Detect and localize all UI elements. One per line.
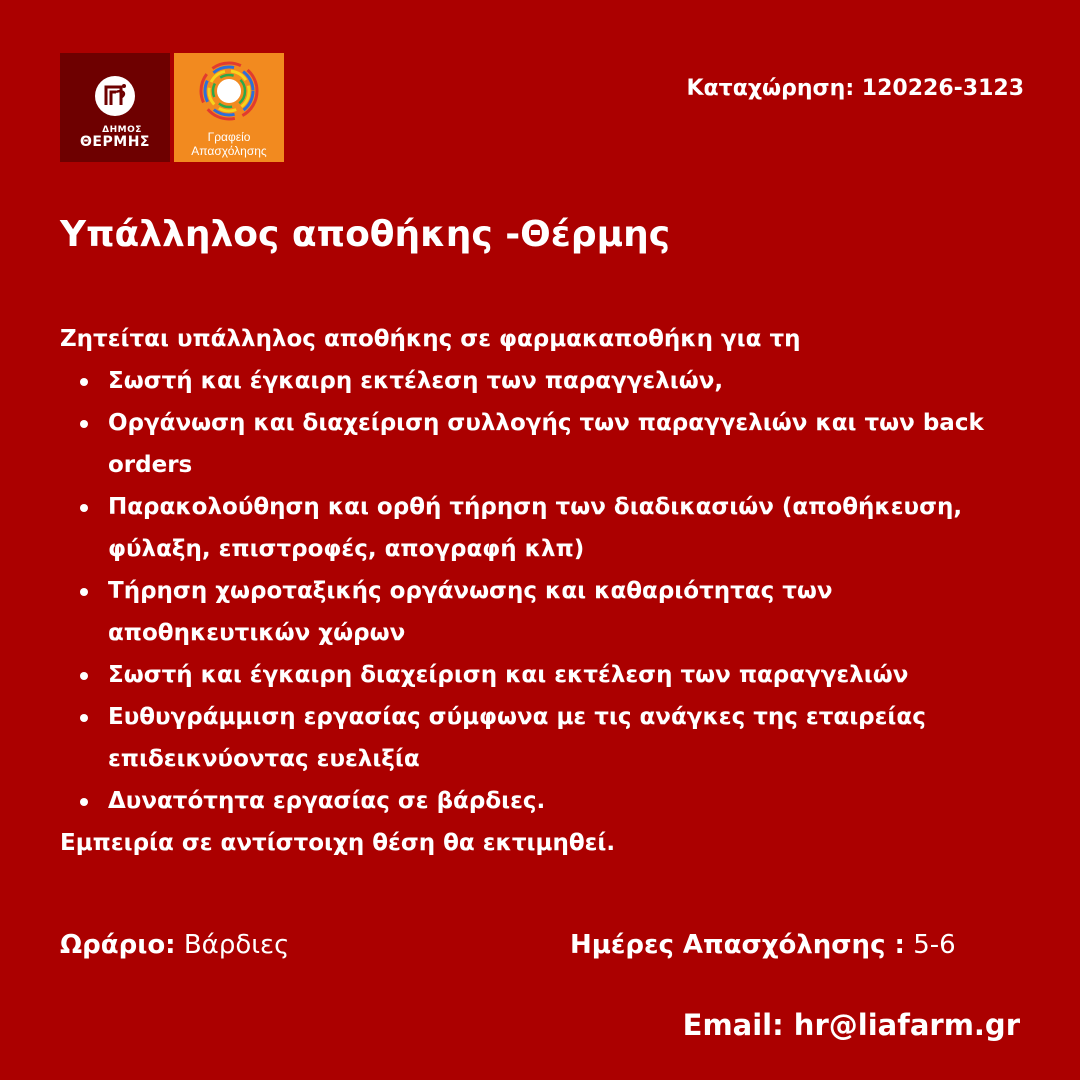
- duty-item: Δυνατότητα εργασίας σε βάρδιες.: [108, 780, 1000, 822]
- municipality-logo: [60, 53, 170, 162]
- municipality-label-big: ΘΕΡΜΗΣ: [80, 134, 150, 150]
- job-description: [60, 318, 1000, 864]
- duty-item: Παρακολούθηση και ορθή τήρηση των διαδικασιών (αποθήκευση, φύλαξη, επιστροφές, απογραφή κλπ): [108, 486, 1000, 570]
- description-outro: Εμπειρία σε αντίστοιχη θέση θα εκτιμηθεί.: [60, 830, 616, 856]
- municipality-emblem-icon: [94, 75, 136, 117]
- duties-list: [60, 360, 1000, 822]
- registration-number: Καταχώρηση: 120226-3123: [686, 76, 1024, 101]
- schedule-value: Βάρδιες: [175, 930, 290, 960]
- duty-item: Ευθυγράμμιση εργασίας σύμφωνα με τις ανάγκες της εταιρείας επιδεικνύοντας ευελιξία: [108, 696, 1000, 780]
- contact-email: Email: hr@liafarm.gr: [682, 1008, 1020, 1042]
- colorful-rings-icon: [197, 59, 261, 123]
- workdays-label: Ημέρες Απασχόλησης :: [570, 930, 905, 960]
- duty-item: Σωστή και έγκαιρη εκτέλεση των παραγγελιών,: [108, 360, 1000, 402]
- office-label-line1: Γραφείο: [207, 130, 251, 144]
- employment-office-logo: [174, 53, 284, 162]
- municipality-label-small: ΔΗΜΟΣ: [102, 125, 142, 135]
- duty-item: Οργάνωση και διαχείριση συλλογής των παραγγελιών και των back orders: [108, 402, 1000, 486]
- workdays-value: 5-6: [904, 930, 956, 960]
- office-label-line2: Απασχόλησης: [191, 144, 267, 158]
- duty-item: Σωστή και έγκαιρη διαχείριση και εκτέλεση των παραγγελιών: [108, 654, 1000, 696]
- schedule-label: Ωράριο:: [60, 930, 176, 960]
- duty-item: Τήρηση χωροταξικής οργάνωσης και καθαριότητας των αποθηκευτικών χώρων: [108, 570, 1000, 654]
- description-intro: Ζητείται υπάλληλος αποθήκης σε φαρμακαποθήκη για τη: [60, 326, 801, 352]
- schedule-info: [60, 930, 289, 960]
- workdays-info: [570, 930, 956, 960]
- job-title: Υπάλληλος αποθήκης -Θέρμης: [60, 214, 671, 255]
